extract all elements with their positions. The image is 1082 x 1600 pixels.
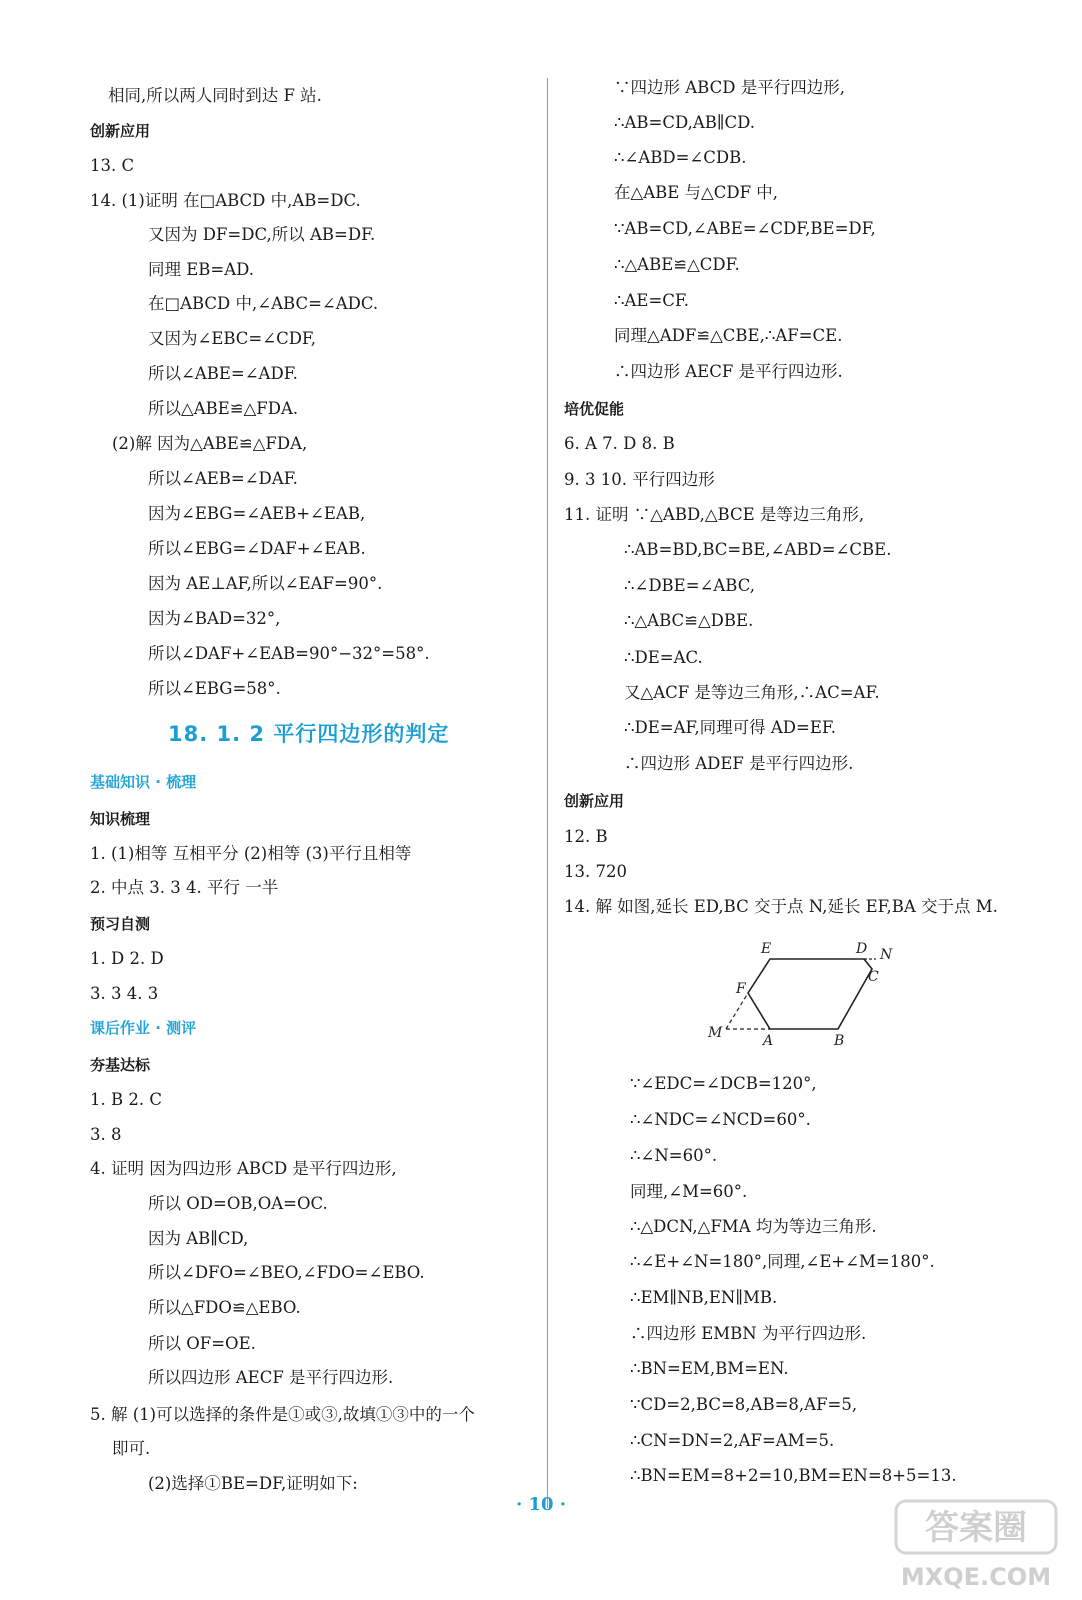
left-line: 所以 OD=OB,OA=OC. xyxy=(148,1194,328,1213)
right-line: 12. B xyxy=(564,827,608,846)
right-line: 又△ACF 是等边三角形,∴AC=AF. xyxy=(624,683,880,702)
left-line: 5. 解 (1)可以选择的条件是①或③,故填①③中的一个 xyxy=(90,1405,475,1424)
left-line: 所以 OF=OE. xyxy=(148,1334,256,1353)
left-line: 1. B 2. C xyxy=(90,1090,162,1109)
left-line: 因为∠BAD=32°, xyxy=(148,609,281,628)
right-line: 13. 720 xyxy=(564,862,627,881)
right-line: ∴EM∥NB,EN∥MB. xyxy=(630,1288,778,1307)
left-line: 所以四边形 AECF 是平行四边形. xyxy=(148,1368,394,1387)
left-line: 3. 8 xyxy=(90,1125,122,1144)
hexagon-shape xyxy=(748,959,872,1029)
right-line: ∴△DCN,△FMA 均为等边三角形. xyxy=(630,1217,877,1236)
right-line: ∴四边形 AECF 是平行四边形. xyxy=(614,362,843,381)
left-line: 所以△ABE≌△FDA. xyxy=(148,399,299,418)
left-line: 因为 AE⊥AF,所以∠EAF=90°. xyxy=(148,574,383,593)
right-line: 培优促能 xyxy=(564,400,625,418)
right-line: 创新应用 xyxy=(564,792,625,810)
left-line: 4. 证明 因为四边形 ABCD 是平行四边形, xyxy=(90,1159,397,1178)
left-line: 所以∠EBG=58°. xyxy=(148,679,281,698)
right-line: 11. 证明 ∵△ABD,△BCE 是等边三角形, xyxy=(564,505,865,524)
left-line: 因为∠EBG=∠AEB+∠EAB, xyxy=(148,504,366,523)
dashed-extension-ef xyxy=(726,993,748,1029)
left-line: 1. (1)相等 互相平分 (2)相等 (3)平行且相等 xyxy=(90,844,412,863)
label-m: M xyxy=(708,1025,723,1041)
left-line: 14. (1)证明 在□ABCD 中,AB=DC. xyxy=(90,191,361,210)
left-line: 2. 中点 3. 3 4. 平行 一半 xyxy=(90,878,279,897)
right-line: ∵四边形 ABCD 是平行四边形, xyxy=(614,78,845,97)
watermark-logo xyxy=(880,1495,1070,1595)
right-line: ∴四边形 ADEF 是平行四边形. xyxy=(624,754,854,773)
right-line: ∴∠ABD=∠CDB. xyxy=(614,148,747,167)
left-line: 所以∠AEB=∠DAF. xyxy=(148,469,298,488)
right-line: 6. A 7. D 8. B xyxy=(564,434,675,453)
label-n: N xyxy=(880,947,893,963)
right-line: ∴∠N=60°. xyxy=(630,1146,718,1165)
right-line: 在△ABE 与△CDF 中, xyxy=(614,183,779,202)
right-line: ∴BN=EM=8+2=10,BM=EN=8+5=13. xyxy=(630,1466,957,1485)
left-line: 在□ABCD 中,∠ABC=∠ADC. xyxy=(148,294,379,313)
label-b: B xyxy=(834,1033,845,1049)
left-line: 因为 AB∥CD, xyxy=(148,1229,249,1248)
right-line: ∵CD=2,BC=8,AB=8,AF=5, xyxy=(630,1395,858,1414)
left-line: 课后作业 · 测评 xyxy=(90,1019,197,1037)
left-line: 知识梳理 xyxy=(90,810,151,828)
geometry-figure xyxy=(700,935,910,1055)
right-line: ∴CN=DN=2,AF=AM=5. xyxy=(630,1431,835,1450)
right-line: ∴AB=BD,BC=BE,∠ABD=∠CBE. xyxy=(624,540,892,559)
right-line: ∴DE=AF,同理可得 AD=EF. xyxy=(624,718,837,737)
right-line: ∴∠NDC=∠NCD=60°. xyxy=(630,1110,811,1129)
left-line: 所以∠DAF+∠EAB=90°−32°=58°. xyxy=(148,644,430,663)
right-line: 9. 3 10. 平行四边形 xyxy=(564,470,715,489)
label-e: E xyxy=(761,941,772,957)
right-line: ∵AB=CD,∠ABE=∠CDF,BE=DF, xyxy=(614,219,876,238)
watermark-text-top: 答案圈 xyxy=(925,1508,1027,1548)
left-line: 所以△FDO≌△EBO. xyxy=(148,1298,301,1317)
page-number: · 10 · xyxy=(515,1494,567,1515)
left-line: 预习自测 xyxy=(90,915,151,933)
label-a: A xyxy=(763,1033,774,1049)
left-line: 3. 3 4. 3 xyxy=(90,984,159,1003)
right-line: 14. 解 如图,延长 ED,BC 交于点 N,延长 EF,BA 交于点 M. xyxy=(564,897,998,916)
label-c: C xyxy=(868,969,879,985)
right-line: ∴DE=AC. xyxy=(624,648,703,667)
left-line: (2)选择①BE=DF,证明如下: xyxy=(148,1474,358,1493)
label-d: D xyxy=(856,941,868,957)
left-line: 相同,所以两人同时到达 F 站. xyxy=(108,86,322,105)
label-f: F xyxy=(736,981,746,997)
left-line: 13. C xyxy=(90,156,135,175)
watermark-text-bottom: MXQE.COM xyxy=(900,1563,1052,1591)
section-title: 18. 1. 2 平行四边形的判定 xyxy=(168,722,450,746)
left-line: 所以∠ABE=∠ADF. xyxy=(148,364,298,383)
left-line: 夯基达标 xyxy=(90,1056,151,1074)
left-line: 又因为 DF=DC,所以 AB=DF. xyxy=(148,225,376,244)
left-line: 又因为∠EBC=∠CDF, xyxy=(148,329,317,348)
left-line: 即可. xyxy=(112,1439,151,1458)
right-line: ∴四边形 EMBN 为平行四边形. xyxy=(630,1324,867,1343)
right-line: ∴△ABE≌△CDF. xyxy=(614,255,740,274)
right-line: ∴∠DBE=∠ABC, xyxy=(624,576,756,595)
right-line: 同理,∠M=60°. xyxy=(630,1182,748,1201)
right-line: ∴AE=CF. xyxy=(614,291,690,310)
right-line: ∴BN=EM,BM=EN. xyxy=(630,1359,789,1378)
left-line: 1. D 2. D xyxy=(90,949,164,968)
right-line: ∴∠E+∠N=180°,同理,∠E+∠M=180°. xyxy=(630,1252,935,1271)
left-line: (2)解 因为△ABE≌△FDA, xyxy=(112,434,308,453)
right-line: 同理△ADF≌△CBE,∴AF=CE. xyxy=(614,326,843,345)
right-line: ∴△ABC≌△DBE. xyxy=(624,611,754,630)
right-line: ∵∠EDC=∠DCB=120°, xyxy=(630,1074,817,1093)
column-divider xyxy=(547,78,548,1508)
left-line: 基础知识 · 梳理 xyxy=(90,773,197,791)
left-line: 创新应用 xyxy=(90,122,151,140)
left-line: 所以∠DFO=∠BEO,∠FDO=∠EBO. xyxy=(148,1263,425,1282)
left-line: 所以∠EBG=∠DAF+∠EAB. xyxy=(148,539,366,558)
left-line: 同理 EB=AD. xyxy=(148,260,255,279)
right-line: ∴AB=CD,AB∥CD. xyxy=(614,113,756,132)
